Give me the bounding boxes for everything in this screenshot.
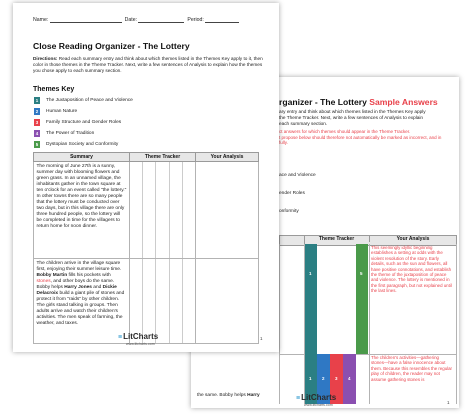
tracker-header: Theme Tracker <box>130 153 196 162</box>
answers-note: ct answers for which themes should appear in the Theme Tracker. t propose below should therefore not automatically be marked as incorrect, and in fully. <box>279 129 442 146</box>
theme-swatch-1: 1 <box>35 98 39 103</box>
tracker-bar-theme-5 <box>356 244 368 354</box>
litcharts-logo-icon: ≡ <box>118 334 123 341</box>
theme-swatch-2: 2 <box>35 109 39 114</box>
answers-theme-row-1: ace and Violence <box>279 173 316 178</box>
summary-cell-2: The children arrive in the village square first, enjoying their summer leisure time. Bobby Martin fills his pockets with stones, and other boys do the same. Bobby helps Harry Jones and Dickie Delacroix build a giant pile of stones and protect it from "raids" by other children. The girls stand talking in groups. Then adults arrive and watch their children's activities. The men speak of farming, the weather, and taxes. <box>34 259 130 344</box>
answers-brand-url: www.litcharts.com <box>304 403 333 407</box>
answers-directions: ary entry and think about which themes listed in the Themes Key apply the Theme Tracker. Next, write a few sentences of Analysis to explain each summary section. <box>279 109 426 126</box>
analysis-cell-2[interactable] <box>196 259 259 344</box>
tracker-num-r2-1: 1 <box>309 376 312 381</box>
answers-tracker-header: Theme Tracker <box>318 236 355 242</box>
brand-logo: ≡LitCharts <box>118 332 159 341</box>
theme-key-item-5: 5 Dystopian Society and Conformity <box>35 142 119 147</box>
theme-key-item-4: 4 The Power of Tradition <box>35 131 95 136</box>
answers-theme-row-2: ender Roles <box>279 191 305 196</box>
theme-key-item-2: 2 Human Nature <box>35 109 78 114</box>
worksheet-page <box>13 3 279 352</box>
tracker-num-1: 1 <box>309 271 312 276</box>
summary-header: Summary <box>34 153 130 162</box>
summary-table-header <box>34 153 259 162</box>
tracker-cell-1[interactable] <box>130 162 196 259</box>
answer-1: This seemingly idyllic beginning establishes a setting at odds with the violent resolution of the story. Early details, such as the sun and flowers, all have positive connotations, and establish the theme of the juxtaposition of peace and violence. The lottery is mentioned in the first paragraph, but not explained until the last lines. <box>371 245 452 294</box>
table-row <box>34 162 259 259</box>
theme-key-item-3: 3 Family Structure and Gender Roles <box>35 120 122 125</box>
tracker-num-5: 5 <box>360 271 363 276</box>
summary-cell-1: The morning of June 27th is a sunny, summer day with blooming flowers and green grass. In an unnamed village, the inhabitants gather in the town square at ten o'clock for an event called "the lottery." In other towns there are so many people that the lottery must be conducted over two days, but in this village there are only three hundred people, so the lottery will be completed in time for the villagers to return home for noon dinner. <box>34 162 130 259</box>
analysis-header: Your Analysis <box>196 153 259 162</box>
answers-bottom-text: the same. Bobby helps Harry <box>197 393 260 398</box>
summary-table <box>33 152 259 344</box>
litcharts-logo-icon: ≡ <box>296 395 301 402</box>
worksheet-title: Close Reading Organizer - The Lottery <box>33 41 190 51</box>
table-row <box>34 259 259 344</box>
answers-page-title: rganizer - The Lottery Sample Answers <box>279 97 438 107</box>
theme-swatch-5: 5 <box>35 142 39 147</box>
tracker-num-r2-2: 2 <box>322 376 325 381</box>
page-number: 1 <box>260 336 263 341</box>
theme-swatch-3: 3 <box>35 120 39 125</box>
answers-analysis-header: Your Analysis <box>369 236 456 242</box>
theme-swatch-4: 4 <box>35 131 39 136</box>
directions: Directions: Read each summary entry and think about which themes listed in the Themes Key apply to it, then color in those themes in the Theme Tracker. Next, write a few sentences of Analysis to explain how the themes you chose apply to each summary section. <box>33 56 263 73</box>
tracker-num-r2-4: 4 <box>348 376 351 381</box>
theme-key-item-1: 1 The Juxtaposition of Peace and Violence <box>35 98 133 103</box>
answers-page-number: 1 <box>447 400 450 405</box>
answers-brand-logo: ≡LitCharts <box>296 393 337 402</box>
themes-key-title: Themes Key <box>33 86 75 93</box>
brand-url: www.litcharts.com <box>126 342 155 346</box>
answer-2: The children's activities—gathering stones—have a false innocence about them. Because this resembles the regular play of children, the reader may not assume gathering stones is <box>371 355 453 382</box>
name-field[interactable]: Name: Date: Period: <box>33 17 239 23</box>
answers-header-spacer <box>279 235 305 244</box>
analysis-cell-1[interactable] <box>196 162 259 259</box>
tracker-cell-2[interactable] <box>130 259 196 344</box>
tracker-num-r2-3: 3 <box>335 376 338 381</box>
answers-theme-row-3: onformity <box>279 209 299 214</box>
